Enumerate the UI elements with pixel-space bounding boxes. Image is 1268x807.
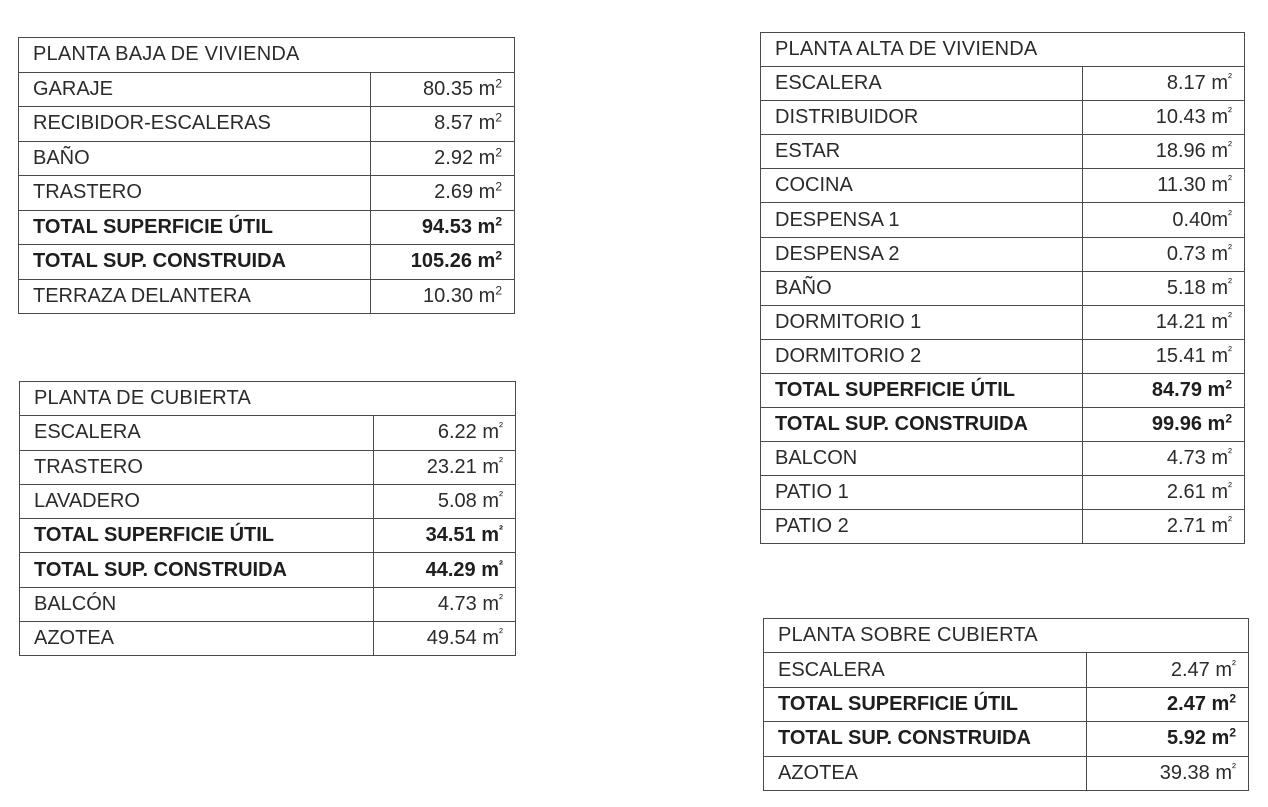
area-number: 2.71 m	[1166, 515, 1228, 538]
area-exponent: 2	[495, 76, 502, 91]
table-row	[761, 408, 1245, 442]
area-number: 2.69 m	[434, 181, 496, 204]
area-value	[1083, 169, 1245, 203]
table-row	[761, 169, 1245, 203]
room-name: ESTAR	[761, 135, 1083, 169]
table-row	[761, 203, 1245, 237]
table-row	[761, 101, 1245, 135]
area-number: 15.41 m	[1155, 344, 1228, 367]
room-name: TOTAL SUPERFICIE ÚTIL	[764, 687, 1087, 721]
area-value	[1083, 203, 1245, 237]
area-exponent: ²	[1232, 656, 1236, 671]
area-number: 5.18 m	[1166, 276, 1228, 299]
room-name: BAÑO	[761, 271, 1083, 305]
area-exponent: ²	[1228, 172, 1232, 187]
area-number: 4.73 m	[437, 592, 499, 615]
room-name: DORMITORIO 2	[761, 339, 1083, 373]
area-number: 2.92 m	[434, 146, 496, 169]
area-number: 99.96 m	[1151, 413, 1226, 436]
area-exponent: ²	[1228, 445, 1232, 460]
table-row	[19, 141, 515, 176]
area-exponent: ²	[499, 419, 503, 434]
area-exponent: ²	[499, 522, 503, 537]
table-row	[19, 176, 515, 211]
area-value	[1083, 373, 1245, 407]
area-number: 0.73 m	[1166, 242, 1228, 265]
table-row	[761, 442, 1245, 476]
planta-cubierta-table	[19, 381, 516, 656]
table-row	[764, 653, 1249, 687]
area-number: 11.30 m	[1157, 174, 1228, 197]
room-name: BAÑO	[19, 141, 371, 176]
room-name: COCINA	[761, 169, 1083, 203]
area-number: 0.40m	[1172, 208, 1228, 231]
table-title: PLANTA SOBRE CUBIERTA	[764, 619, 1249, 653]
area-value	[371, 245, 515, 280]
area-number: 18.96 m	[1155, 140, 1228, 163]
table-row	[761, 271, 1245, 305]
area-number: 44.29 m	[425, 558, 499, 581]
table-row	[761, 67, 1245, 101]
area-value	[371, 210, 515, 245]
area-number: 105.26 m	[410, 250, 496, 273]
area-number: 10.43 m	[1155, 106, 1228, 129]
area-exponent: ²	[499, 591, 503, 606]
area-number: 10.30 m	[423, 284, 496, 307]
area-value	[371, 141, 515, 176]
table-row	[761, 373, 1245, 407]
area-exponent: 2	[495, 110, 502, 125]
table-row	[20, 484, 516, 518]
room-name: TOTAL SUP. CONSTRUIDA	[764, 722, 1087, 756]
table-row	[20, 450, 516, 484]
area-exponent: ²	[499, 454, 503, 469]
room-name: ESCALERA	[764, 653, 1087, 687]
area-exponent: ²	[1228, 240, 1232, 255]
area-value	[374, 519, 516, 553]
room-name: TRASTERO	[20, 450, 374, 484]
room-name: RECIBIDOR-ESCALERAS	[19, 107, 371, 142]
room-name: TOTAL SUP. CONSTRUIDA	[20, 553, 374, 587]
table-title: PLANTA DE CUBIERTA	[20, 382, 516, 416]
area-number: 80.35 m	[423, 77, 496, 100]
table-row	[761, 339, 1245, 373]
area-exponent: ²	[1228, 479, 1232, 494]
area-value	[1083, 67, 1245, 101]
room-name: ESCALERA	[761, 67, 1083, 101]
planta-baja-table	[18, 37, 515, 314]
room-name: DISTRIBUIDOR	[761, 101, 1083, 135]
area-exponent: ²	[1228, 70, 1232, 85]
area-value	[374, 484, 516, 518]
area-exponent: ²	[1232, 760, 1236, 775]
area-exponent: 2	[1229, 691, 1236, 706]
table-row	[761, 135, 1245, 169]
table-row	[19, 279, 515, 314]
table-row	[764, 722, 1249, 756]
table-title: PLANTA ALTA DE VIVIENDA	[761, 33, 1245, 67]
area-value	[1083, 442, 1245, 476]
table-row	[19, 245, 515, 280]
area-exponent: 2	[1229, 725, 1236, 740]
room-name: DESPENSA 1	[761, 203, 1083, 237]
room-name: LAVADERO	[20, 484, 374, 518]
area-exponent: ²	[1228, 138, 1232, 153]
area-exponent: ²	[1228, 206, 1232, 221]
area-number: 2.47 m	[1167, 692, 1230, 715]
table-row	[20, 519, 516, 553]
area-value	[1087, 722, 1249, 756]
area-exponent: ²	[1228, 275, 1232, 290]
room-name: ESCALERA	[20, 416, 374, 450]
area-exponent: 2	[495, 179, 502, 194]
area-number: 2.61 m	[1166, 481, 1228, 504]
area-exponent: ²	[1228, 513, 1232, 528]
area-number: 39.38 m	[1159, 761, 1232, 784]
room-name: TERRAZA DELANTERA	[19, 279, 371, 314]
planta-alta-table	[760, 32, 1245, 544]
area-value	[371, 279, 515, 314]
area-number: 34.51 m	[425, 524, 499, 547]
table-row	[20, 587, 516, 621]
room-name: GARAJE	[19, 72, 371, 107]
table-title: PLANTA BAJA DE VIVIENDA	[19, 38, 515, 73]
table-row	[20, 553, 516, 587]
area-exponent: 2	[1225, 377, 1232, 392]
area-number: 23.21 m	[426, 455, 499, 478]
room-name: AZOTEA	[764, 756, 1087, 790]
planta-sobre-cubierta-table	[763, 618, 1249, 791]
area-value	[374, 622, 516, 656]
area-value	[1083, 339, 1245, 373]
room-name: TOTAL SUPERFICIE ÚTIL	[20, 519, 374, 553]
area-value	[374, 553, 516, 587]
area-number: 8.57 m	[434, 112, 496, 135]
area-number: 5.92 m	[1167, 727, 1230, 750]
table-row	[761, 237, 1245, 271]
table-row	[19, 107, 515, 142]
room-name: TOTAL SUP. CONSTRUIDA	[761, 408, 1083, 442]
area-exponent: 2	[495, 283, 502, 298]
room-name: AZOTEA	[20, 622, 374, 656]
area-value	[371, 107, 515, 142]
area-value	[1087, 756, 1249, 790]
room-name: DORMITORIO 1	[761, 305, 1083, 339]
room-name: BALCON	[761, 442, 1083, 476]
area-value	[1083, 101, 1245, 135]
area-exponent: 2	[1225, 411, 1232, 426]
area-value	[1087, 687, 1249, 721]
area-exponent: ²	[499, 556, 503, 571]
area-value	[374, 416, 516, 450]
area-number: 8.17 m	[1166, 72, 1228, 95]
area-number: 6.22 m	[437, 421, 499, 444]
area-exponent: ²	[1228, 343, 1232, 358]
table-row	[19, 210, 515, 245]
area-value	[1087, 653, 1249, 687]
room-name: TOTAL SUP. CONSTRUIDA	[19, 245, 371, 280]
area-exponent: 2	[495, 248, 502, 263]
table-row	[761, 510, 1245, 544]
area-exponent: ²	[499, 488, 503, 503]
area-value	[1083, 237, 1245, 271]
area-value	[374, 450, 516, 484]
room-name: PATIO 2	[761, 510, 1083, 544]
area-exponent: 2	[495, 145, 502, 160]
area-exponent: 2	[495, 214, 502, 229]
area-exponent: ²	[1228, 104, 1232, 119]
room-name: BALCÓN	[20, 587, 374, 621]
area-number: 94.53 m	[421, 215, 496, 238]
area-number: 2.47 m	[1170, 658, 1232, 681]
area-number: 5.08 m	[437, 490, 499, 513]
table-row	[761, 305, 1245, 339]
area-number: 49.54 m	[426, 627, 499, 650]
area-value	[371, 72, 515, 107]
area-value	[1083, 305, 1245, 339]
area-exponent: ²	[1228, 309, 1232, 324]
table-row	[761, 476, 1245, 510]
table-row	[19, 72, 515, 107]
table-row	[20, 416, 516, 450]
area-value	[374, 587, 516, 621]
area-number: 14.21 m	[1155, 310, 1228, 333]
room-name: DESPENSA 2	[761, 237, 1083, 271]
table-row	[764, 756, 1249, 790]
room-name: TOTAL SUPERFICIE ÚTIL	[761, 373, 1083, 407]
area-value	[1083, 510, 1245, 544]
table-row	[764, 687, 1249, 721]
area-value	[1083, 476, 1245, 510]
area-value	[1083, 135, 1245, 169]
area-exponent: ²	[499, 625, 503, 640]
table-row	[20, 622, 516, 656]
room-name: PATIO 1	[761, 476, 1083, 510]
area-number: 4.73 m	[1166, 447, 1228, 470]
room-name: TOTAL SUPERFICIE ÚTIL	[19, 210, 371, 245]
area-value	[1083, 271, 1245, 305]
area-number: 84.79 m	[1151, 378, 1226, 401]
room-name: TRASTERO	[19, 176, 371, 211]
area-value	[1083, 408, 1245, 442]
area-value	[371, 176, 515, 211]
